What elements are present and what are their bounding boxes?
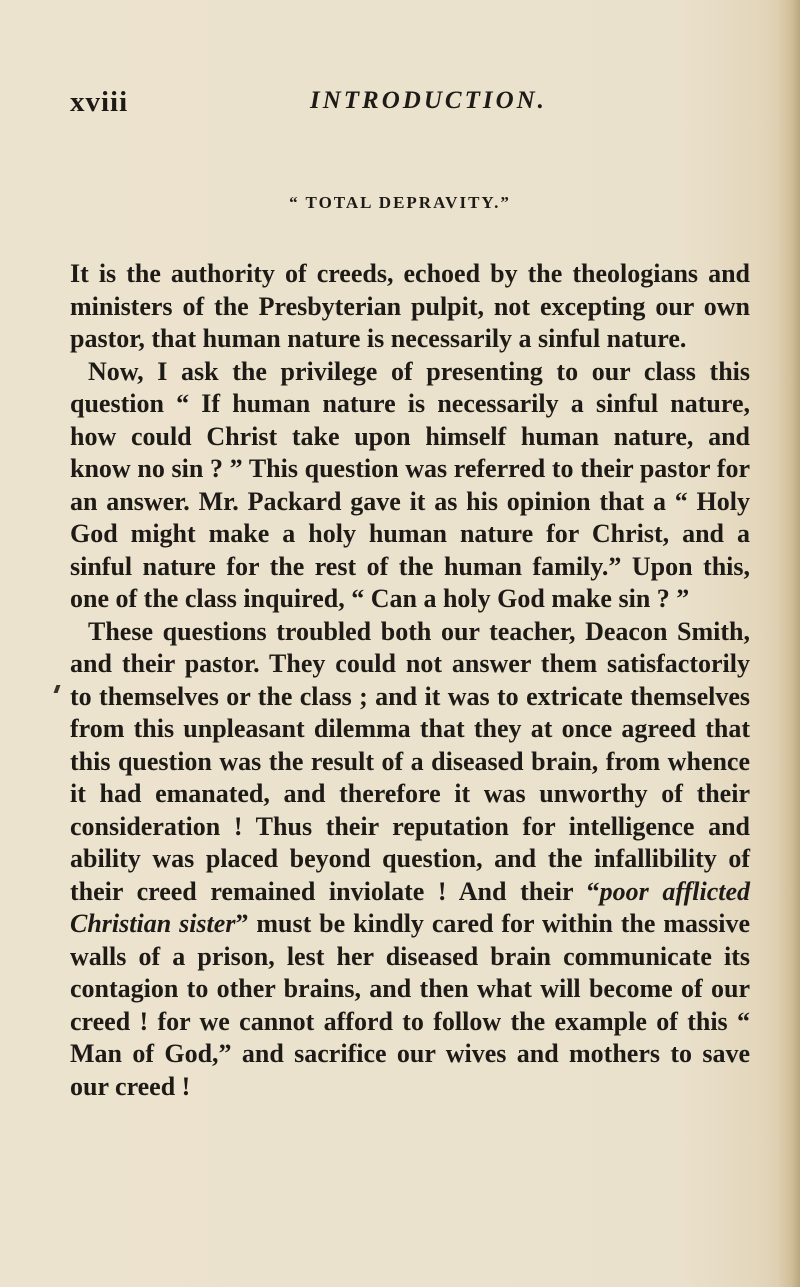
margin-mark [54,685,61,693]
running-head: INTRODUCTION. [310,87,547,114]
paragraph-3-emphasis: poor afflicted Christian sister [70,876,750,938]
page-number: xviii [70,86,129,118]
paragraph-3 [70,616,750,1104]
body-text [70,258,750,1103]
page-header [70,86,750,120]
paragraph-1: It is the authority of creeds, echoed by the theologians and ministers of the Presbyterian pulpit, not excepting our own pastor, that human nature is necessarily a sinful nature. [70,259,750,353]
section-title: “ TOTAL DEPRAVITY.” [289,193,511,212]
paragraph-3-part-b: ” must be kindly cared for within the massive walls of a prison, lest her diseased brain communicate its contagion to other brains, and then what will become of our creed ! for we cannot afford to follow the example of this “ Man of God,” and sacrifice our wives and mothers to save our creed ! [70,909,750,1101]
paragraph-2: Now, I ask the privilege of presenting to our class this question “ If human nature is necessarily a sinful nature, how could Christ take upon himself human nature, and know no sin ? ” This question was referred to their pastor for an answer. Mr. Packard gave it as his opinion that a “ Holy God might make a holy human nature for Christ, and a sinful nature for the rest of the human family.” Upon this, one of the class inquired, “ Can a holy God make sin ? ” [70,356,750,613]
paragraph-3-part-a: These questions troubled both our teacher, Deacon Smith, and their pastor. They could not answer them satisfactorily to themselves or the class ; and it was to extricate themselves from this unpleasant dilemma that they at once agreed that this question was the result of a diseased brain, from whence it had emanated, and therefore it was unworthy of their consideration ! Thus their reputation for intelligence and ability was placed beyond question, and the infallibility of their creed remained inviolate ! And their “ [70,616,750,906]
